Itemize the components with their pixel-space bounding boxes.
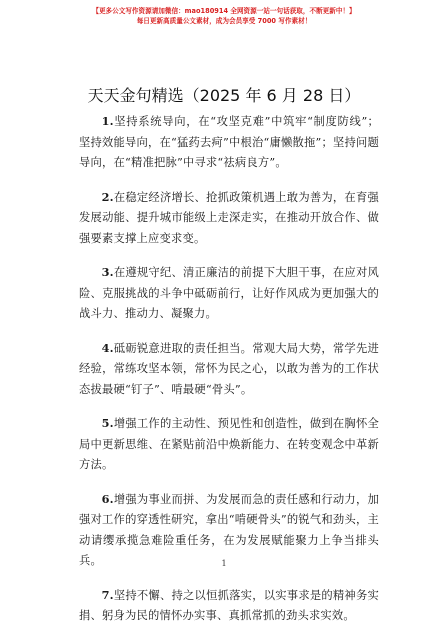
paragraph-4 — [79, 338, 379, 401]
paragraph-5 — [79, 413, 379, 476]
paragraph-text: 砥砺锐意进取的责任担当。常观大局大势，常学先进经验，常练攻坚本领，常怀为民之心，以敢为善为的工作状态拔最硬“钉子”、啃最硬“骨头”。 — [79, 341, 379, 396]
paragraph-text: 坚持不懈、持之以恒抓落实，以实事求是的精神务实捐、躬身为民的情怀办实事、真抓常抓的劲头求实效。 — [79, 588, 379, 622]
paragraph-text: 在遵规守纪、清正廉洁的前提下大胆干事，在应对风险、克服挑战的斗争中砥砺前行，让好作风成为更加强大的战斗力、推动力、凝聚力。 — [79, 266, 379, 320]
paragraph-number: 5. — [101, 416, 114, 430]
paragraph-number: 7. — [101, 587, 114, 602]
promo-banner-line-1: 【更多公文写作资源请加微信：mao180914 全网资源一站一句话获取，不断更新中！】 — [92, 7, 356, 15]
paragraph-number: 3. — [101, 265, 114, 279]
paragraph-number: 4. — [101, 340, 114, 355]
paragraph-text: 增强为事业而拼、为发展而急的责任感和行动力，加强对工作的穿透性研究，拿出“啃硬骨头”的锐气和劲头，主动请缨承揽急难险重任务，在为发展赋能聚力上争当排头兵。 — [79, 492, 379, 567]
paragraph-7 — [79, 585, 379, 627]
paragraph-3 — [79, 262, 379, 325]
document-title: 天天金句精选（2025 年 6 月 28 日） — [87, 86, 361, 105]
page-number: 1 — [221, 559, 227, 568]
paragraph-number: 1. — [101, 114, 114, 128]
paragraph-number: 6. — [101, 491, 114, 506]
paragraph-text: 坚持系统导向，在“攻坚克难”中筑牢“制度防线”；坚持效能导向，在“猛药去疴”中根治“庸懒散拖”；坚持问题导向，在“精准把脉”中寻求“祛病良方”。 — [79, 115, 379, 169]
paragraph-1 — [79, 111, 379, 174]
paragraph-text: 增强工作的主动性、预见性和创造性，做到在胸怀全局中更新思维、在紧贴前沿中焕新能力、在转变观念中革新方法。 — [79, 417, 379, 471]
promo-banner-line-2: 每日更新高质量公文素材，成为会员享受 7000 写作素材！ — [136, 17, 312, 25]
paragraph-number: 2. — [101, 189, 114, 204]
promo-banner — [0, 6, 448, 26]
paragraph-text: 在稳定经济增长、抢抓政策机遇上敢为善为，在育强发展动能、提升城市能级上走深走实，在推动开放合作、做强要素支撑上应变求变。 — [79, 190, 379, 245]
paragraph-2 — [79, 187, 379, 250]
